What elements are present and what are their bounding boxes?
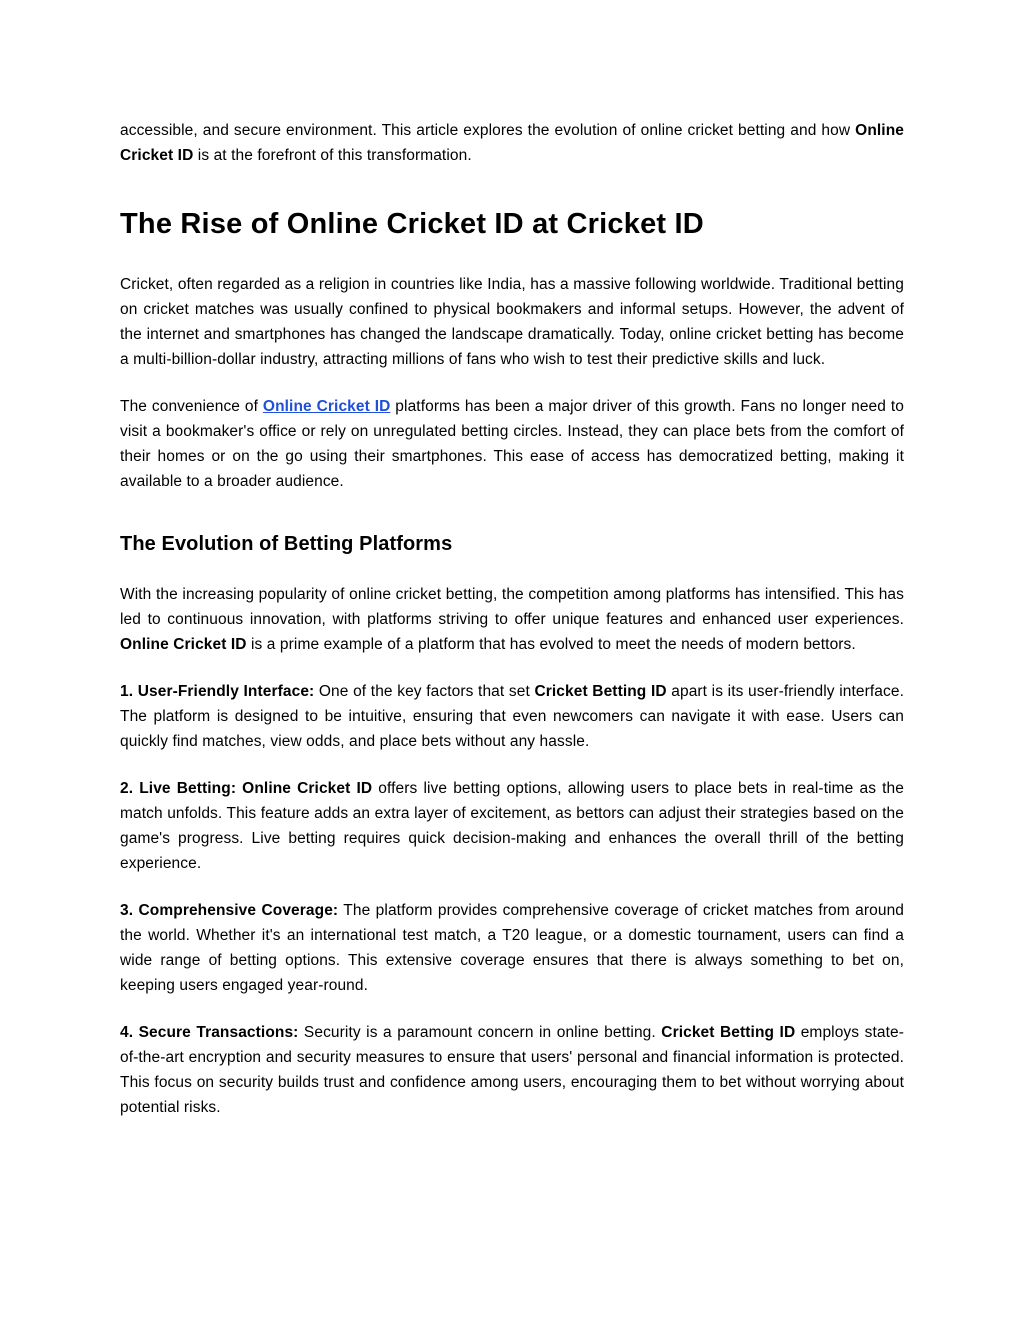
intro-text-part1: accessible, and secure environment. This article explores the evolution of online cricket betting and how [120,122,856,139]
list-item [120,1020,904,1120]
list-item-lead: 4. Secure Transactions: [120,1024,299,1041]
list-item-text1: The platform provides comprehensive coverage of cricket matches from around the world. Whether it's an international test match, a T20 league, or a domestic tournament, users can find a wide range of betting options. This extensive coverage ensures that there is always something to bet on, keeping users engaged year-round. [120,902,905,994]
list-item-bold: Cricket Betting ID [534,683,667,700]
list-item-lead: 1. User-Friendly Interface: [120,683,315,700]
section-heading-2: The Evolution of Betting Platforms [120,533,453,555]
intro-text-part2: is at the forefront of this transformation. [193,147,472,164]
list-item-text2: employs state-of-the-art encryption and security measures to ensure that users' personal and financial information is protected. This focus on security builds trust and confidence among users, encouraging them to bet without worrying about potential risks. [120,1024,904,1116]
paragraph-2-part2: platforms has been a major driver of this growth. Fans no longer need to visit a bookmaker's office or rely on unregulated betting circles. Instead, they can place bets from the comfort of their homes or on the go using their smartphones. This ease of access has democratized betting, making it available to a broader audience. [120,398,904,490]
list-item [120,776,904,876]
intro-paragraph [120,118,904,168]
paragraph-3 [120,582,904,657]
document-content [120,118,904,1120]
list-item-text1: offers live betting options, allowing users to place bets in real-time as the match unfolds. This feature adds an extra layer of excitement, as bettors can adjust their strategies based on the game's progress. Live betting requires quick decision-making and enhances the overall thrill of the betting experience. [120,780,904,872]
online-cricket-id-link[interactable]: Online Cricket ID [262,398,391,415]
list-item-text2: apart is its user-friendly interface. The platform is designed to be intuitive, ensuring that even newcomers can navigate it with ease. Users can quickly find matches, view odds, and place bets without any hassle. [120,683,904,750]
paragraph-1: Cricket, often regarded as a religion in countries like India, has a massive following worldwide. Traditional betting on cricket matches was usually confined to physical bookmakers and informal setups. However, the advent of the internet and smartphones has changed the landscape dramatically. Today, online cricket betting has become a multi-billion-dollar industry, attracting millions of fans who wish to test their predictive skills and luck. [120,276,904,368]
paragraph-2-part1: The convenience of [120,398,263,415]
list-item-lead: 2. Live Betting: Online Cricket ID [120,780,373,797]
paragraph-2 [120,394,904,494]
paragraph-3-part2: is a prime example of a platform that has evolved to meet the needs of modern bettors. [246,636,856,653]
list-item [120,898,904,998]
list-item-bold: Cricket Betting ID [661,1024,796,1041]
paragraph-3-part1: With the increasing popularity of online cricket betting, the competition among platforms has intensified. This has led to continuous innovation, with platforms striving to offer unique features and enhanced user experiences. [120,586,904,628]
list-item-text1: One of the key factors that set [314,683,535,700]
paragraph-3-bold-term: Online Cricket ID [120,636,247,653]
section-heading-1: The Rise of Online Cricket ID at Cricket ID [120,208,704,240]
list-item [120,679,904,754]
list-item-lead: 3. Comprehensive Coverage: [120,902,339,919]
intro-bold-term: Online Cricket ID [120,122,904,164]
list-item-text1: Security is a paramount concern in online betting. [298,1024,662,1041]
